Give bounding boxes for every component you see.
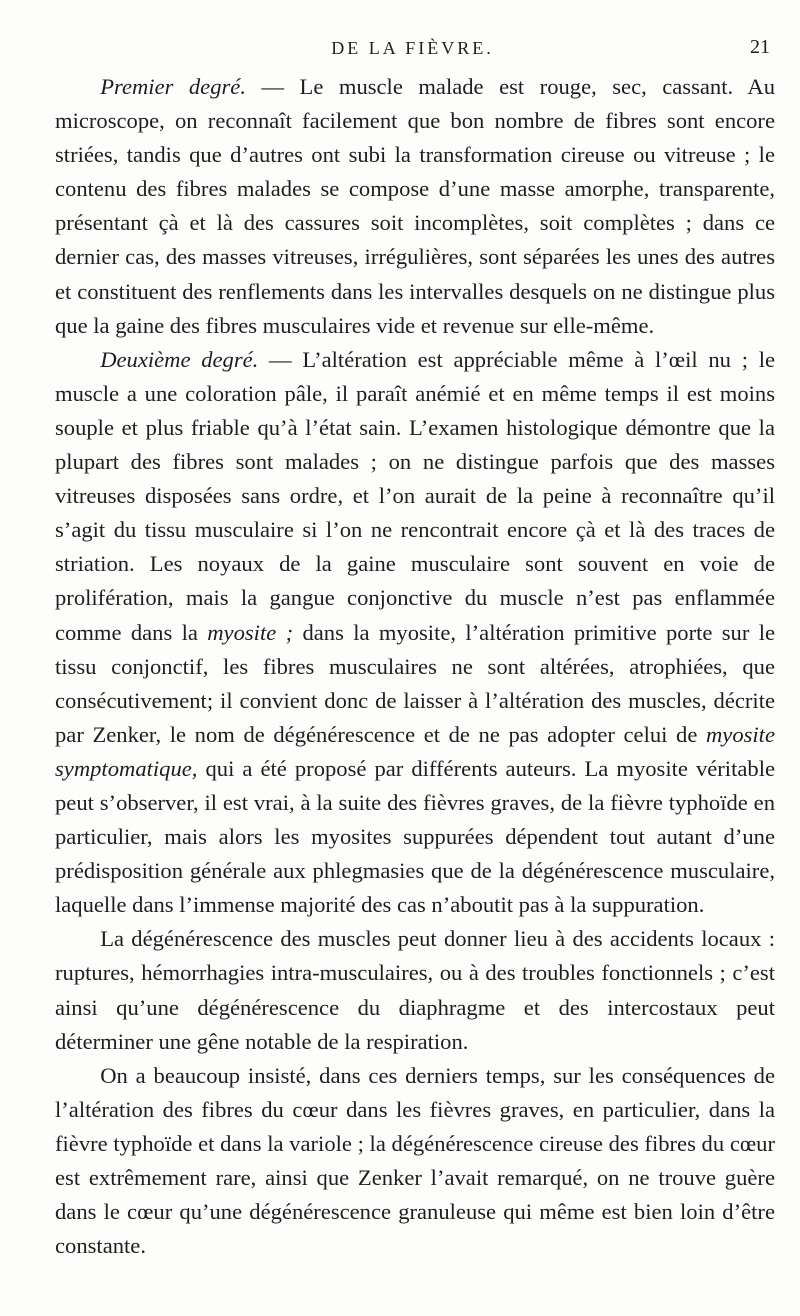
paragraph-text: La dégénérescence des muscles peut donner lieu à des accidents locaux : ruptures, hémorrhagies intra-musculaires, ou à des troubles fonctionnels ; c’est ainsi qu’une dégénérescence du diaphragme et des intercostaux peut déterminer une gêne notable de la respiration. xyxy=(55,926,775,1054)
emphasis-term: myosite symptomatique, xyxy=(55,721,775,781)
running-head: DE LA FIÈVRE. xyxy=(331,38,494,58)
paragraph-coeur xyxy=(55,1059,775,1264)
paragraph-text: dans la myosite, l’altération primitive porte sur le tissu conjonctif, les fibres musculaires ne sont altérées, atrophiées, que consécutivement; il convient donc de laisser à l’altération des muscles, décrite par Zenker, le nom de dégénérescence et de ne pas adopter celui de xyxy=(55,619,775,747)
page-number: 21 xyxy=(750,36,770,58)
paragraph-deuxieme-degre xyxy=(55,343,775,923)
section-lead: Premier degré. xyxy=(100,74,246,99)
paragraph-text: On a beaucoup insisté, dans ces derniers temps, sur les conséquences de l’altération des fibres du cœur dans les fièvres graves, en particulier, dans la fièvre typhoïde et dans la variole ; la dégénérescence cireuse des fibres du cœur est extrêmement rare, ainsi que Zenker l’avait remarqué, on ne trouve guère dans le cœur qu’une dégénérescence granuleuse qui même est bien loin d’être constante. xyxy=(55,1062,775,1259)
paragraph-accidents xyxy=(55,922,775,1058)
page-body xyxy=(55,70,775,1263)
page-header xyxy=(55,36,770,66)
paragraph-text: qui a été proposé par différents auteurs. La myosite véritable peut s’observer, il est vrai, à la suite des fièvres graves, de la fièvre typhoïde en particulier, mais alors les myosites suppurées dépendent tout autant d’une prédisposition générale aux phlegmasies que de la dégénérescence musculaire, laquelle dans l’immense majorité des cas n’aboutit pas à la suppuration. xyxy=(55,755,775,918)
emphasis-term: myosite ; xyxy=(207,619,294,645)
section-lead: Deuxième degré. xyxy=(100,346,259,372)
paragraph-premier-degre xyxy=(55,70,775,343)
paragraph-text: — Le muscle malade est rouge, sec, cassant. Au microscope, on reconnaît facilement que bon nombre de fibres sont encore striées, tandis que d’autres ont subi la transformation cireuse ou vitreuse ; le contenu des fibres malades se compose d’une masse amorphe, transparente, présentant çà et là des cassures soit incomplètes, soit complètes ; dans ce dernier cas, des masses vitreuses, irrégulières, sont séparées les unes des autres et constituent des renflements dans les intervalles desquels on ne distingue plus que la gaine des fibres musculaires vide et revenue sur elle-même. xyxy=(55,74,775,338)
paragraph-text: — L’altération est appréciable même à l’œil nu ; le muscle a une coloration pâle, il paraît anémié et en même temps il est moins souple et plus friable qu’à l’état sain. L’examen histologique démontre que la plupart des fibres sont malades ; on ne distingue parfois que des masses vitreuses disposées sans ordre, et l’on aurait de la peine à reconnaître qu’il s’agit du tissu musculaire si l’on ne rencontrait encore çà et là des traces de striation. Les noyaux de la gaine musculaire sont souvent en voie de prolifération, mais la gangue conjonctive du muscle n’est pas enflammée comme dans la xyxy=(55,346,775,645)
